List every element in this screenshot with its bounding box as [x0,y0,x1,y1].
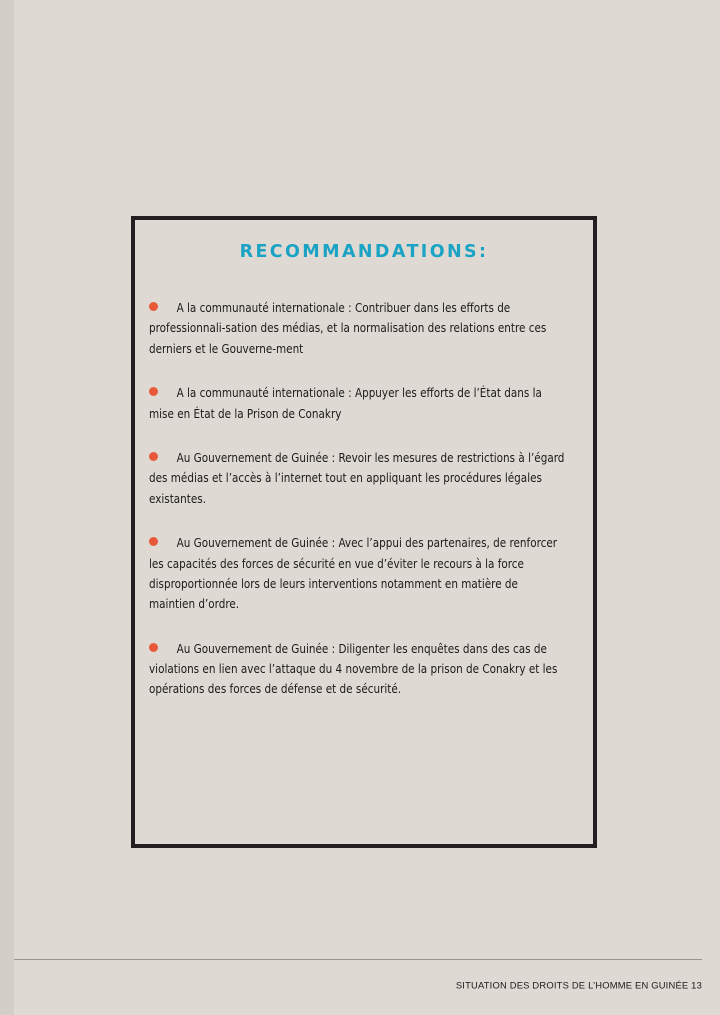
list-item-body [135,533,583,615]
list-item [135,639,601,700]
list-item-text: Au Gouvernement de Guinée : Diligenter les enquêtes dans des cas de violations en lien avec l’attaque du 4 novembre de la prison de Conakry et les opérations des forces de défense et de sécurité. [149,640,558,697]
list-item-text: A la communauté internationale : Contribuer dans les efforts de professionnali-sation des médias, et la normalisation des relations entre ces derniers et le Gouverne-ment [149,300,547,356]
recommendations-title: RECOMMANDATIONS: [239,242,489,262]
list-item [135,298,601,359]
list-item [135,448,601,509]
list-item-body [135,298,583,359]
left-margin-band [0,0,14,1015]
recommendations-box [131,216,597,848]
list-item [135,383,601,424]
list-item [135,533,601,615]
recommendations-list [135,298,601,724]
list-item-body [135,448,583,509]
list-item-body [135,383,583,424]
list-item-text: Au Gouvernement de Guinée : Avec l’appui des partenaires, de renforcer les capacités des forces de sécurité en vue d’éviter le recours à la force disproportionnée lors de leurs interventions notamment en matière de maintien d’ordre. [149,535,558,612]
list-item-text: Au Gouvernement de Guinée : Revoir les mesures de restrictions à l’égard des médias et l’accès à l’internet tout en appliquant les procédures légales existantes. [149,449,565,506]
list-item-text: A la communauté internationale : Appuyer les efforts de l’État dans la mise en État de la Prison de Conakry [149,385,542,421]
list-item-body [135,639,583,700]
footer-divider [14,959,702,960]
footer-caption: SITUATION DES DROITS DE L’HOMME EN GUINÉE 13 [455,979,702,991]
